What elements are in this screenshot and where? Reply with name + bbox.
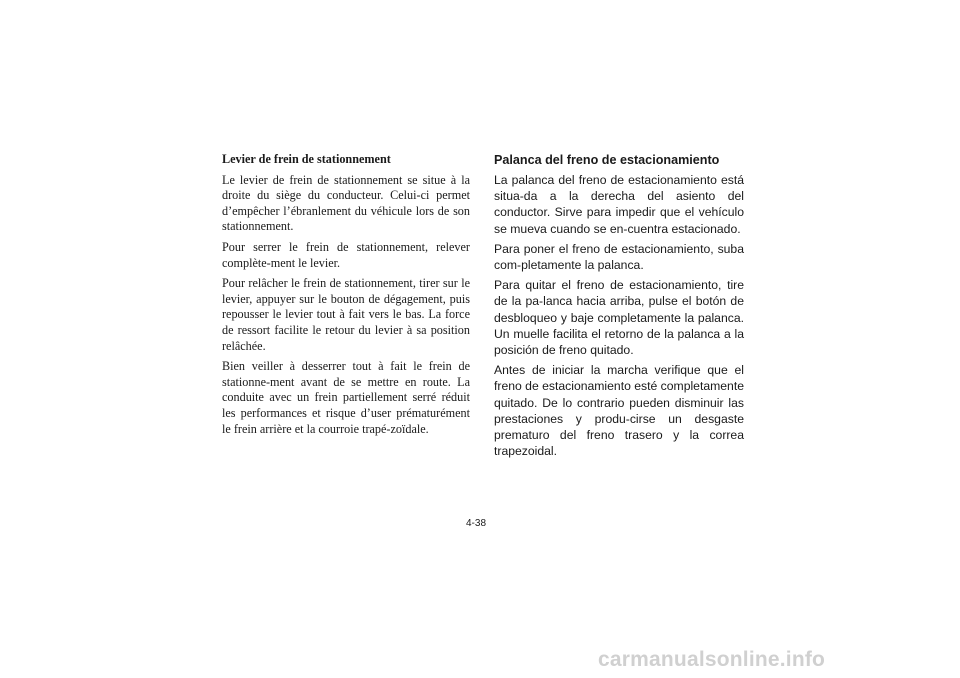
spanish-paragraph-3: Para quitar el freno de estacionamiento, tire de la pa-lanca hacia arriba, pulse el botón de desbloqueo y baje completamente la palanca. Un muelle facilita el retorno de la palanca a la posición de freno quitado. xyxy=(494,278,744,358)
french-paragraph-3: Pour relâcher le frein de stationnement, tirer sur le levier, appuyer sur le bouton de dégagement, puis repousser le levier tout à fait vers le bas. La force de ressort facilite le retour du levier à sa position relâchée. xyxy=(222,276,470,353)
french-column xyxy=(222,152,470,442)
french-heading: Levier de frein de stationnement xyxy=(222,152,391,166)
page-number: 4-38 xyxy=(466,518,487,529)
french-paragraph-4: Bien veiller à desserrer tout à fait le frein de stationne-ment avant de se mettre en route. La conduite avec un frein partiellement serré réduit les performances et risque d’user prématurément le frein arrière et la courroie trapé-zoïdale. xyxy=(222,359,470,436)
spanish-paragraph-1: La palanca del freno de estacionamiento está situa-da a la derecha del asiento del conductor. Sirve para impedir que el vehículo se mueva cuando se en-cuentra estacionado. xyxy=(494,173,744,236)
spanish-heading: Palanca del freno de estacionamiento xyxy=(494,153,720,167)
spanish-paragraph-2: Para poner el freno de estacionamiento, suba com-pletamente la palanca. xyxy=(494,241,744,273)
french-paragraph-1: Le levier de frein de stationnement se situe à la droite du siège du conducteur. Celui-ci permet d’empêcher l’ébranlement du véhicule lors de son stationnement. xyxy=(222,172,470,234)
spanish-column xyxy=(494,152,744,463)
spanish-paragraph-4: Antes de iniciar la marcha verifique que el freno de estacionamiento esté completamente quitado. De lo contrario pueden disminuir las prestaciones y produ-cirse un desgaste prematuro del freno trasero y la correa trapezoidal. xyxy=(494,363,744,459)
french-paragraph-2: Pour serrer le frein de stationnement, relever complète-ment le levier. xyxy=(222,239,470,270)
watermark-text[interactable]: carmanualsonline.info xyxy=(598,648,826,671)
